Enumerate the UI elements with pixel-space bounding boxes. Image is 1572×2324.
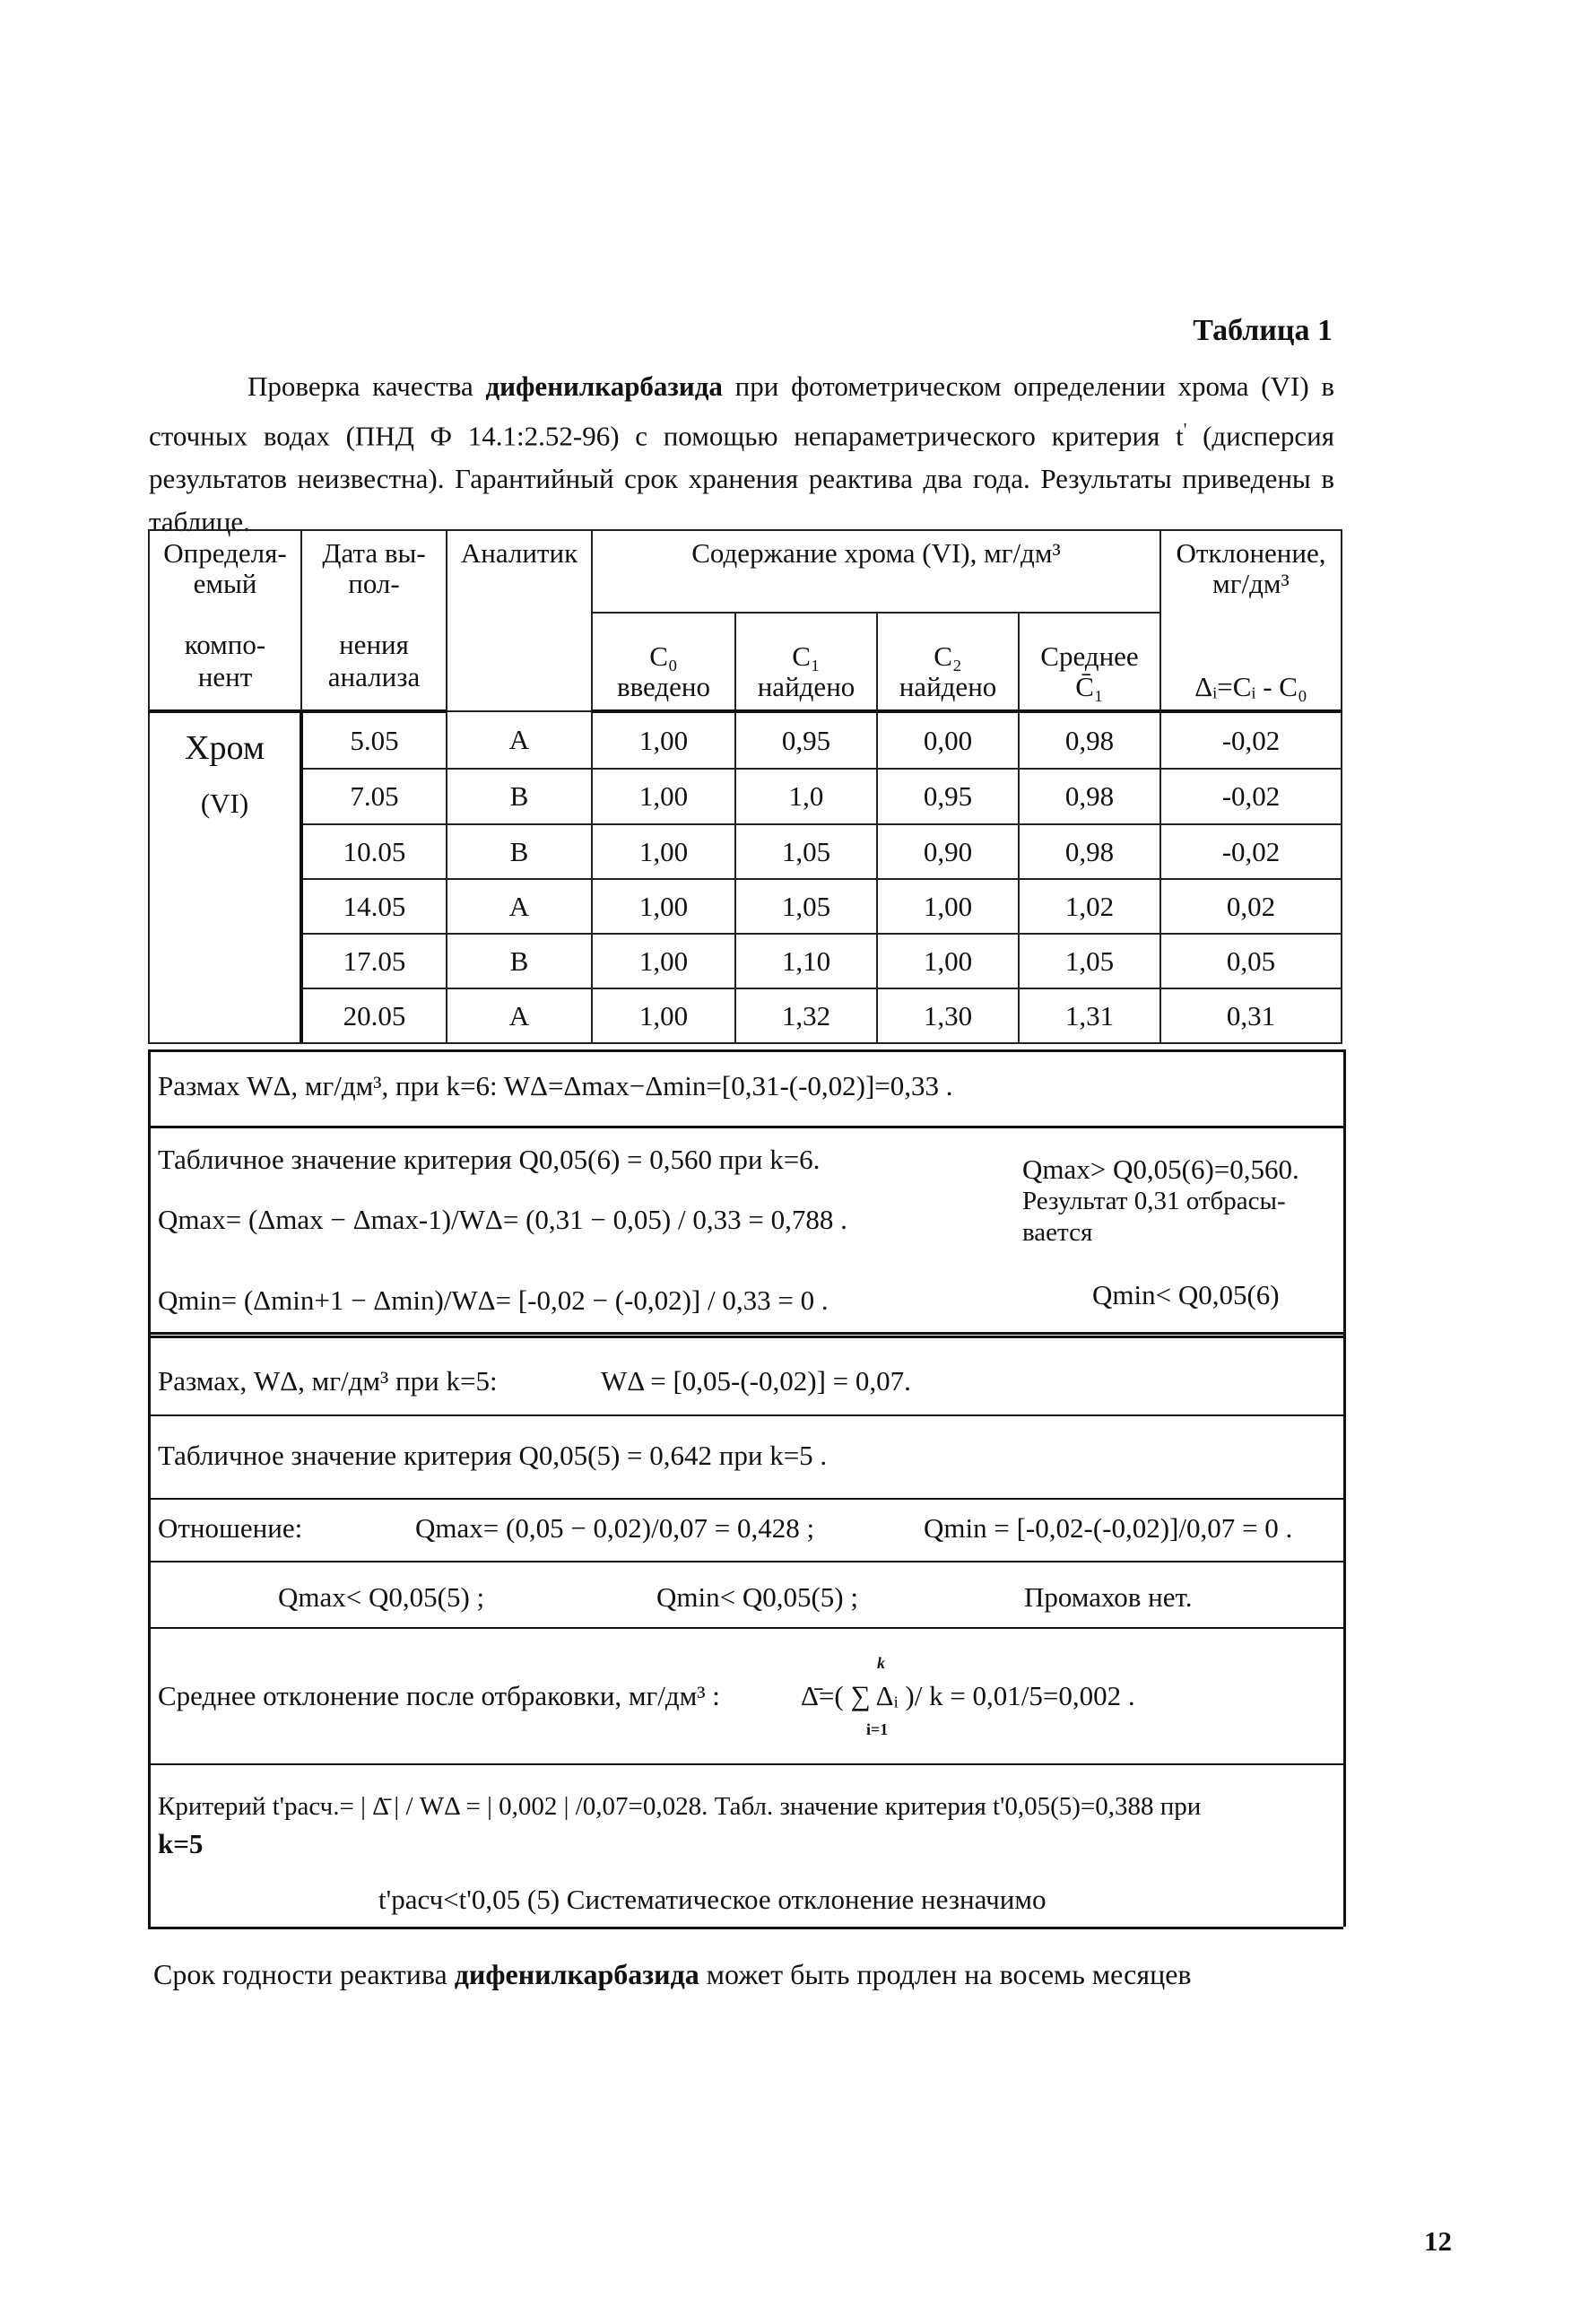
header-date-top: Дата вы- пол-: [301, 530, 447, 613]
section-divider: [148, 1414, 1343, 1416]
table-cell: В: [447, 824, 592, 879]
table-cell: 0,95: [735, 711, 877, 769]
outliers-result: Промахов нет.: [1024, 1581, 1193, 1613]
table-cell: 17.05: [301, 934, 447, 988]
table-cell: 0,98: [1019, 769, 1160, 824]
section-divider: [148, 1126, 1343, 1128]
section-divider: [148, 1332, 1343, 1335]
table-cell: 1,0: [735, 769, 877, 824]
ratio-qmax: Qmax= (0,05 − 0,02)/0,07 = 0,428 ;: [415, 1512, 815, 1544]
section-divider: [148, 1498, 1343, 1500]
table-cell: А: [447, 988, 592, 1043]
table-cell: 0,98: [1019, 824, 1160, 879]
table-cell: 0,98: [1019, 711, 1160, 769]
table-cell: 1,00: [592, 879, 735, 934]
footer-note: Срок годности реактива дифенилкарбазида может быть продлен на восемь месяцев: [153, 1958, 1192, 1990]
component-cell: [149, 711, 301, 1043]
table-cell: 1,00: [877, 934, 1019, 988]
header-c2: C₂ найдено: [877, 613, 1019, 711]
qmax-k6: Qmax= (Δmax − Δmax-1)/WΔ= (0,31 − 0,05) / 0,33 = 0,788 .: [158, 1204, 847, 1235]
qmax-k6-result-note: вается: [1022, 1218, 1093, 1247]
range-k6: Размах WΔ, мг/дм³, при k=6: WΔ=Δmax−Δmin=[0,31-(-0,02)]=0,33 .: [158, 1070, 953, 1101]
table-cell: 1,05: [735, 879, 877, 934]
criterion-k6: Табличное значение критерия Q0,05(6) = 0,560 при k=6.: [158, 1144, 821, 1175]
compare-qmin: Qmin< Q0,05(5) ;: [656, 1581, 858, 1613]
range-k5: Размах, WΔ, мг/дм³ при k=5:: [158, 1365, 498, 1397]
table-cell: 10.05: [301, 824, 447, 879]
header-c1: C₁ найдено: [735, 613, 877, 711]
component-sub: (VI): [200, 788, 249, 819]
table-cell: -0,02: [1160, 769, 1342, 824]
section-divider: [148, 1763, 1343, 1765]
table-cell: 1,00: [877, 879, 1019, 934]
header-analyst: Аналитик: [447, 530, 592, 711]
table-cell: 0,00: [877, 711, 1019, 769]
header-content: Содержание хрома (VI), мг/дм³: [592, 530, 1160, 613]
intro-paragraph: Проверка качества дифенилкарбазида при фотометрическом определении хрома (VI) в сточных водах (ПНД Ф 14.1:2.52-96) с помощью непараметрического критерия t' (дисперсия результатов неизвестна). Гарантийный срок хранения реактива два года. Результаты приведены в таблице.: [149, 370, 1335, 538]
table-cell: 1,00: [592, 988, 735, 1043]
ratio-qmin: Qmin = [-0,02-(-0,02)]/0,07 = 0 .: [924, 1512, 1293, 1544]
table-cell: В: [447, 769, 592, 824]
header-date-bottom: нения анализа: [301, 613, 447, 711]
compare-qmax: Qmax< Q0,05(5) ;: [278, 1581, 485, 1613]
t-conclusion: t'расч<t'0,05 (5) Систематическое отклонение незначимо: [378, 1884, 1047, 1915]
range-k5-value: WΔ = [0,05-(-0,02)] = 0,07.: [601, 1365, 911, 1397]
header-component-top: Определя- емый: [149, 530, 301, 613]
mean-deviation-label: Среднее отклонение после отбраковки, мг/дм³ :: [158, 1680, 720, 1711]
header-delta: Δᵢ=Cᵢ - C₀: [1160, 613, 1342, 711]
table-cell: 1,00: [592, 934, 735, 988]
table-cell: 20.05: [301, 988, 447, 1043]
table-cell: 14.05: [301, 879, 447, 934]
qmax-k6-result: Qmax> Q0,05(6)=0,560.: [1022, 1153, 1299, 1185]
header-deviation: Отклонение, мг/дм³: [1160, 530, 1342, 613]
component-name: Хром: [185, 729, 265, 767]
ratio-label: Отношение:: [158, 1512, 303, 1544]
header-component-bottom: компо- нент: [149, 613, 301, 711]
table-cell: 1,00: [592, 769, 735, 824]
section-divider: [148, 1049, 1343, 1052]
table-cell: 7.05: [301, 769, 447, 824]
table-cell: А: [447, 711, 592, 769]
table-label: Таблица 1: [1193, 314, 1333, 347]
qmin-k6-result: Qmin< Q0,05(6): [1092, 1279, 1280, 1310]
section-divider: [148, 1627, 1343, 1629]
criterion-k5: Табличное значение критерия Q0,05(5) = 0,642 при k=5 .: [158, 1440, 828, 1471]
qmax-k6-result-note: Результат 0,31 отбрасы-: [1022, 1187, 1286, 1215]
table-cell: 1,05: [1019, 934, 1160, 988]
table-cell: В: [447, 934, 592, 988]
table-cell: 1,00: [592, 711, 735, 769]
table-cell: 0,02: [1160, 879, 1342, 934]
section-divider: [148, 1336, 1343, 1338]
table-cell: 1,30: [877, 988, 1019, 1043]
sum-lower-limit: i=1: [866, 1720, 889, 1738]
table-cell: 1,02: [1019, 879, 1160, 934]
header-c0: C₀ введено: [592, 613, 735, 711]
mean-deviation-formula: Δ̄=( ∑ Δᵢ )/ k = 0,01/5=0,002 .: [801, 1680, 1135, 1711]
table-cell: 1,10: [735, 934, 877, 988]
page-number: 12: [1424, 2225, 1452, 2257]
qmin-k6: Qmin= (Δmin+1 − Δmin)/WΔ= [-0,02 − (-0,02)] / 0,33 = 0 .: [158, 1284, 829, 1316]
sum-upper-limit: k: [877, 1654, 885, 1672]
t-criterion: Критерий t'расч.= | Δ̄ | / WΔ = | 0,002 | /0,07=0,028. Табл. значение критерия t'0,05(5)=0,388 при: [158, 1792, 1202, 1821]
section-divider: [148, 1561, 1343, 1562]
table-cell: 1,00: [592, 824, 735, 879]
table-cell: А: [447, 879, 592, 934]
header-mean: Среднее C̄₁: [1019, 613, 1160, 711]
table-cell: 1,05: [735, 824, 877, 879]
table-cell: 1,32: [735, 988, 877, 1043]
table-cell: 0,31: [1160, 988, 1342, 1043]
results-table: [148, 529, 1342, 1044]
t-criterion-k: k=5: [158, 1828, 204, 1859]
table-cell: 5.05: [301, 711, 447, 769]
table-cell: -0,02: [1160, 711, 1342, 769]
table-cell: 1,31: [1019, 988, 1160, 1043]
section-divider: [148, 1927, 1343, 1929]
table-cell: 0,05: [1160, 934, 1342, 988]
table-cell: -0,02: [1160, 824, 1342, 879]
table-cell: 0,90: [877, 824, 1019, 879]
table-cell: 0,95: [877, 769, 1019, 824]
